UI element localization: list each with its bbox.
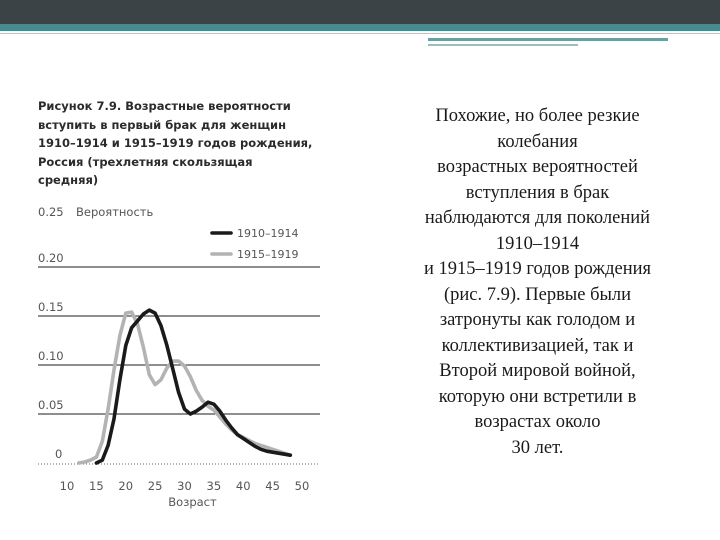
y-axis-label: Вероятность	[76, 205, 154, 219]
y-tick-label: 0.20	[38, 251, 64, 265]
body-line: возрастах около	[474, 412, 601, 432]
body-line: коллективизацией, так и	[441, 335, 634, 356]
y-tick-label: 0	[55, 447, 63, 461]
body-line: (рис. 7.9). Первые были	[443, 284, 632, 305]
body-line: возрастных вероятностей	[437, 157, 638, 177]
body-line: затронуты как голодом и	[439, 310, 636, 330]
chart-title-line: Возрастные вероятности	[125, 99, 291, 113]
x-tick-label: 45	[265, 479, 280, 493]
legend-label: 1915–1919	[237, 248, 299, 261]
chart-title-line: средняя)	[38, 173, 99, 187]
legend-label: 1910–1914	[237, 227, 299, 240]
x-tick-label: 20	[118, 479, 134, 493]
x-tick-label: 10	[59, 479, 75, 493]
body-line: и 1915–1919 годов рождения	[423, 259, 652, 279]
slide-body-text	[385, 104, 690, 461]
chart-title-line: 1910–1914 и 1915–1919 годов рождения,	[38, 136, 313, 150]
x-axis-label: Возраст	[168, 495, 217, 509]
body-line: 1910–1914	[495, 233, 580, 254]
chart-title-line: Россия (трехлетняя скользящая	[38, 154, 253, 169]
body-line: Второй мировой войной,	[439, 361, 636, 381]
x-tick-label: 25	[147, 479, 163, 493]
y-tick-label: 0.05	[38, 398, 64, 412]
y-tick-label: 0.15	[38, 300, 64, 314]
x-tick-label: 35	[206, 479, 222, 493]
body-line: 30 лет.	[511, 437, 564, 458]
body-line: колебания	[497, 131, 578, 152]
body-line: Похожие, но более резкие	[435, 106, 640, 126]
chart-title-line: вступить в первый брак для женщин	[38, 117, 287, 132]
figure-label: Рисунок 7.9.	[38, 99, 122, 113]
x-tick-label: 50	[294, 479, 310, 493]
x-tick-label: 40	[235, 479, 251, 493]
body-line: которую они встретили в	[438, 386, 637, 407]
y-tick-label: 0.25	[38, 205, 64, 219]
x-tick-label: 30	[177, 479, 192, 493]
y-tick-label: 0.10	[38, 349, 64, 363]
body-line: наблюдаются для поколений	[424, 208, 651, 228]
x-tick-label: 15	[89, 479, 104, 493]
body-line: вступления в брак	[465, 182, 610, 203]
